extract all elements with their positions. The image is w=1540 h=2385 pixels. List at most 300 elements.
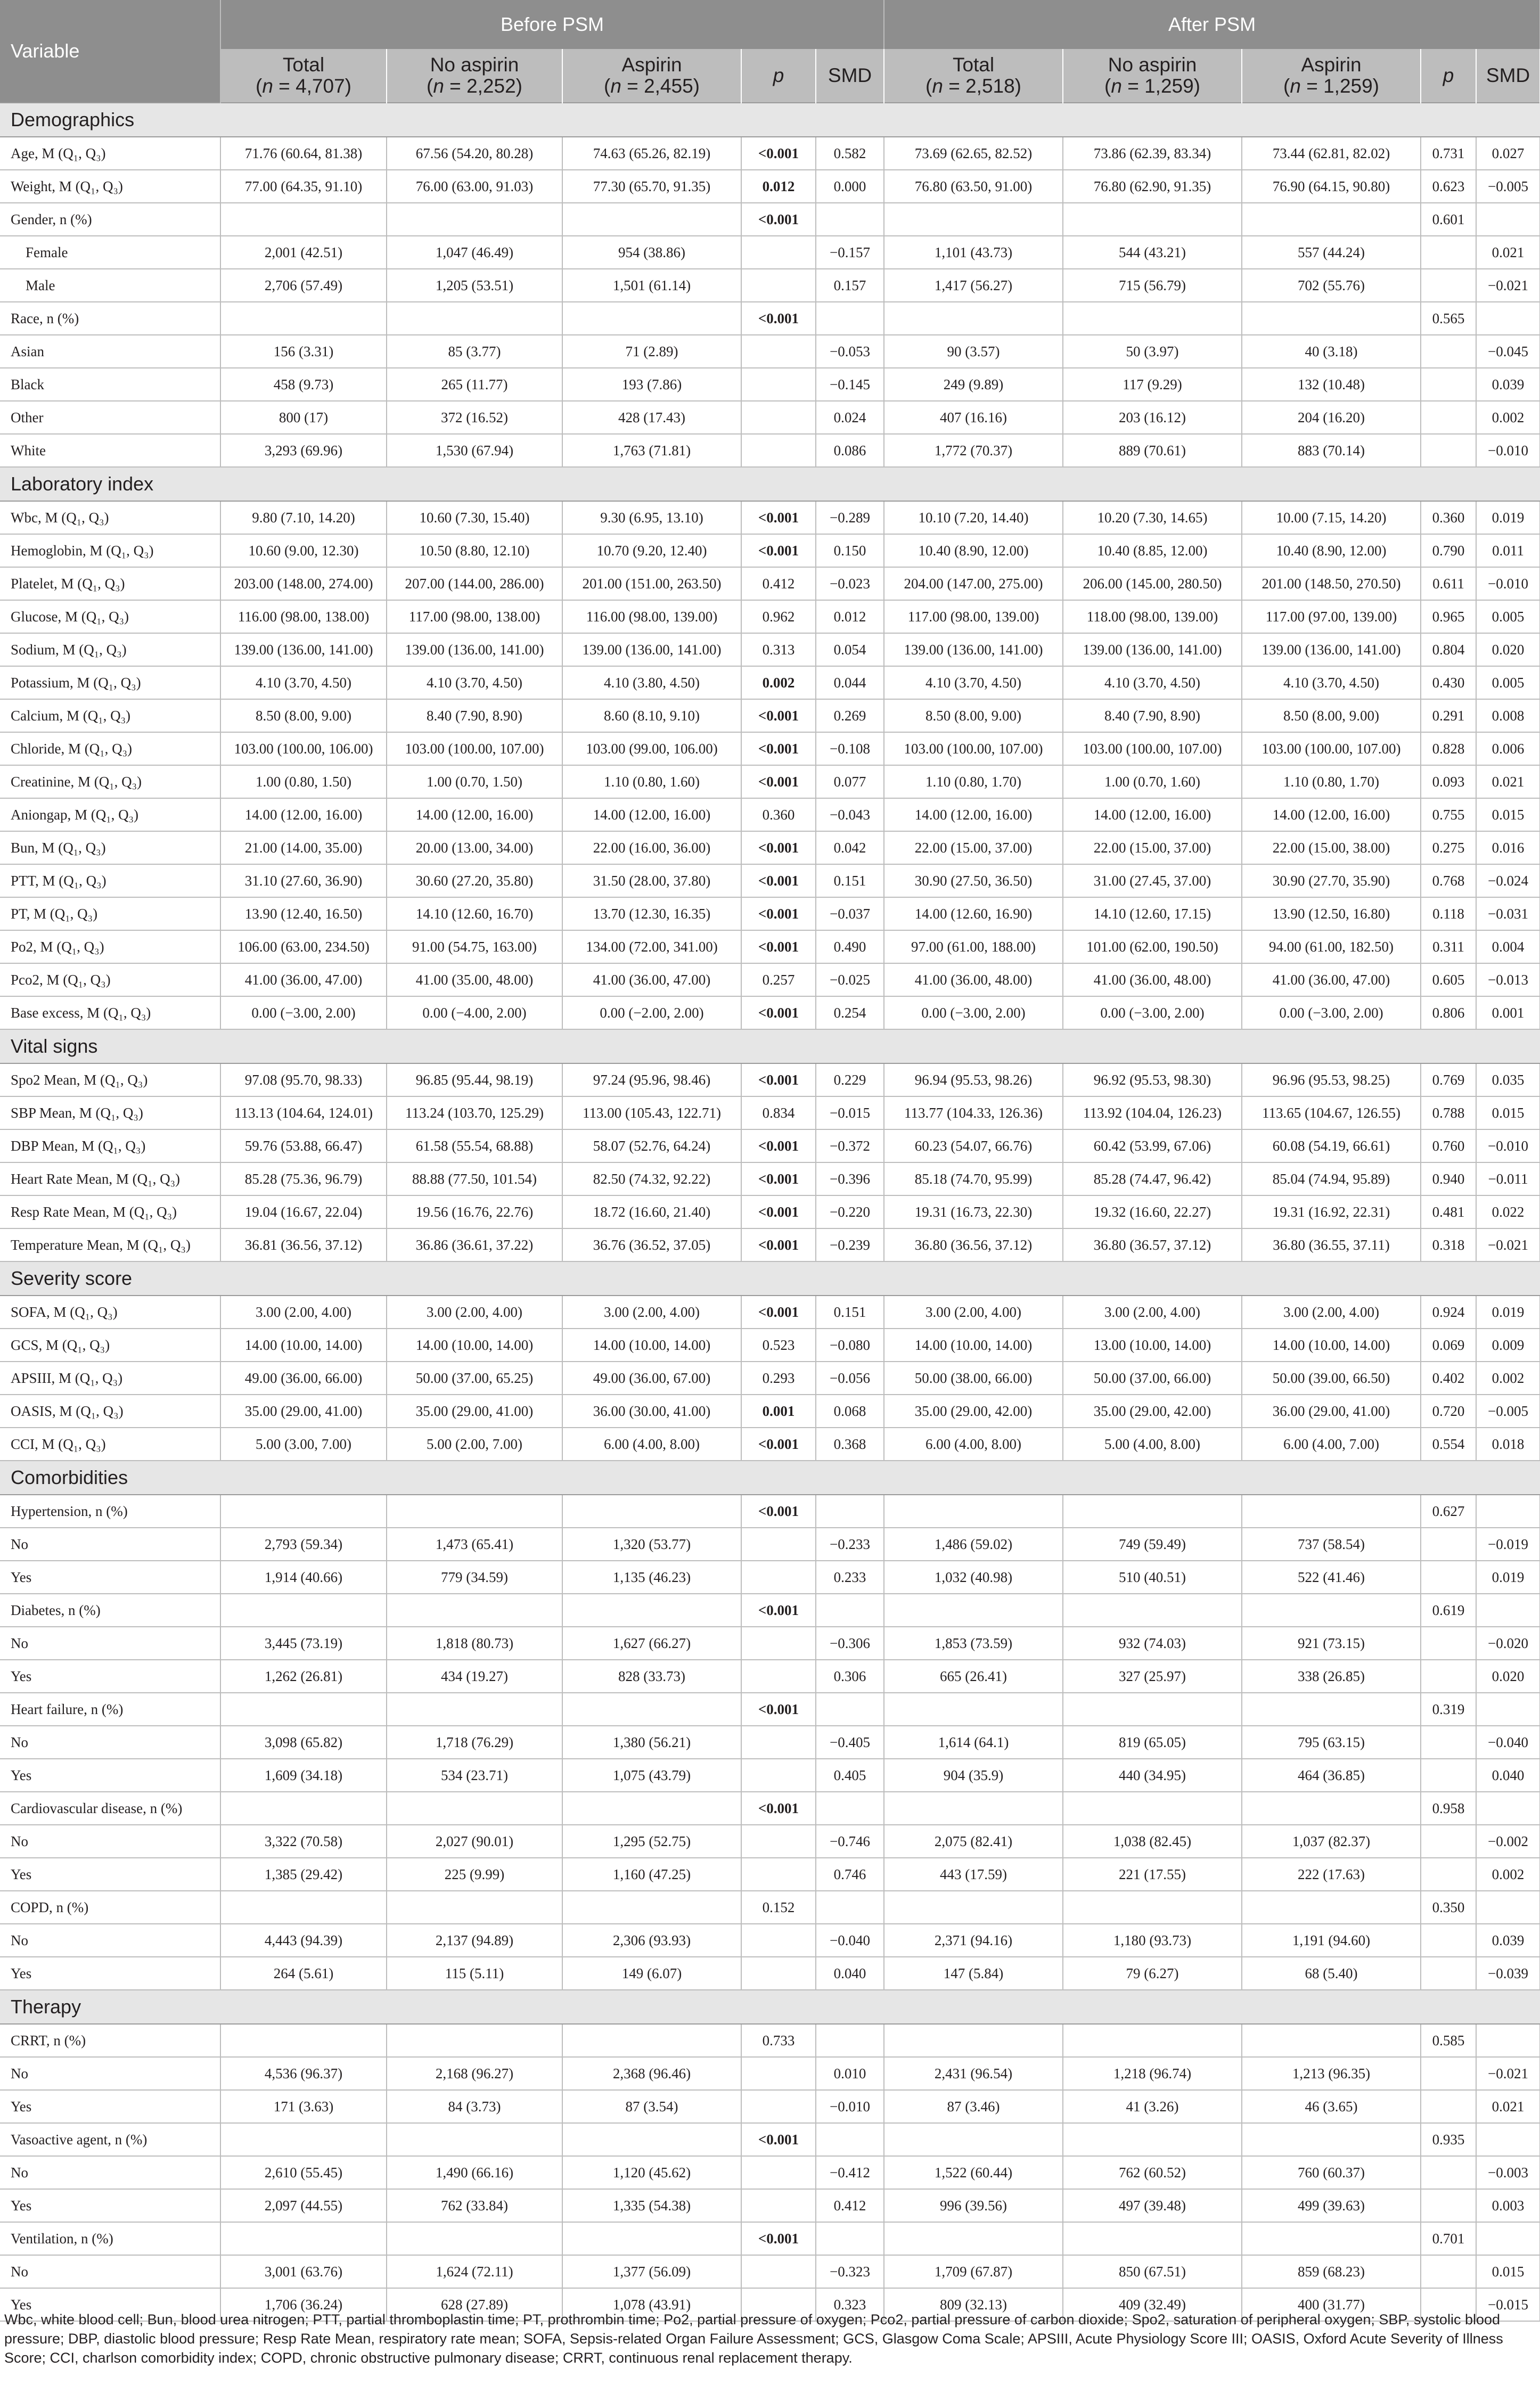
value-cell: 85.28 (75.36, 96.79)	[220, 1162, 387, 1195]
table-row	[0, 963, 1540, 996]
smd-cell: 0.040	[816, 1957, 884, 1990]
row-label: Asian	[0, 335, 220, 368]
p-value-cell	[741, 1924, 816, 1957]
value-cell: 206.00 (145.00, 280.50)	[1063, 567, 1242, 600]
row-label: Yes	[0, 1957, 220, 1990]
value-cell: 3,293 (69.96)	[220, 434, 387, 467]
smd-cell: −0.037	[816, 897, 884, 930]
value-cell: 14.00 (12.00, 16.00)	[884, 798, 1063, 831]
p-value-cell	[1421, 1825, 1476, 1858]
value-cell: 132 (10.48)	[1242, 368, 1421, 401]
value-cell: 117.00 (98.00, 139.00)	[884, 600, 1063, 633]
p-value-cell	[1421, 1924, 1476, 1957]
value-cell: 139.00 (136.00, 141.00)	[1063, 633, 1242, 666]
value-cell	[387, 1594, 562, 1627]
p-value-cell: 0.769	[1421, 1063, 1476, 1096]
table-row	[0, 236, 1540, 269]
p-value-cell	[741, 1561, 816, 1594]
table-footnote: Wbc, white blood cell; Bun, blood urea nitrogen; PTT, partial thromboplastin time; PT, prothrombin time; Po2, partial pressure of oxygen; Pco2, partial pressure of carbon dioxide; Spo2, saturation of peripheral oxygen; SBP, systolic blood pressure; DBP, diastolic blood pressure; Resp Rate Mean, respiratory rate mean; SOFA, Sepsis-related Organ Failure Assessment; GCS, Glasgow Coma Scale; APSIII, Acute Physiology Score III; OASIS, Oxford Acute Severity of Illness Score; CCI, charlson comorbidity index; COPD, chronic obstructive pulmonary disease; CRRT, continuous renal replacement therapy.	[4, 2312, 1503, 2366]
p-value-cell: 0.012	[741, 170, 816, 203]
value-cell: 265 (11.77)	[387, 368, 562, 401]
p-value-cell: <0.001	[741, 203, 816, 236]
row-label: Bun, M (Q₁, Q₃)	[0, 831, 220, 864]
table-row	[0, 401, 1540, 434]
value-cell: 46 (3.65)	[1242, 2090, 1421, 2123]
table-row	[0, 897, 1540, 930]
value-cell	[884, 2024, 1063, 2057]
table-row	[0, 765, 1540, 798]
value-cell: 49.00 (36.00, 67.00)	[562, 1362, 741, 1395]
smd-cell: −0.233	[816, 1528, 884, 1561]
p-value-cell: <0.001	[741, 137, 816, 170]
table-row	[0, 335, 1540, 368]
p-value-cell	[741, 335, 816, 368]
row-label: Glucose, M (Q₁, Q₃)	[0, 600, 220, 633]
smd-cell: 0.306	[816, 1660, 884, 1693]
p-value-cell: 0.118	[1421, 897, 1476, 930]
row-label: SBP Mean, M (Q₁, Q₃)	[0, 1096, 220, 1129]
p-value-cell: 0.523	[741, 1329, 816, 1362]
value-cell: 4.10 (3.70, 4.50)	[884, 666, 1063, 699]
value-cell: 10.20 (7.30, 14.65)	[1063, 501, 1242, 534]
p-value-cell: 0.430	[1421, 666, 1476, 699]
value-cell: 68 (5.40)	[1242, 1957, 1421, 1990]
row-label: Temperature Mean, M (Q₁, Q₃)	[0, 1228, 220, 1261]
value-cell: 149 (6.07)	[562, 1957, 741, 1990]
p-value-cell: <0.001	[741, 996, 816, 1029]
value-cell: 19.56 (16.76, 22.76)	[387, 1195, 562, 1228]
value-cell	[1063, 1693, 1242, 1726]
value-cell: 760 (60.37)	[1242, 2156, 1421, 2189]
value-cell: 828 (33.73)	[562, 1660, 741, 1693]
row-label: Hypertension, n (%)	[0, 1495, 220, 1528]
value-cell: 106.00 (63.00, 234.50)	[220, 930, 387, 963]
value-cell: 3.00 (2.00, 4.00)	[220, 1296, 387, 1329]
smd-cell: 0.151	[816, 864, 884, 897]
value-cell: 1,763 (71.81)	[562, 434, 741, 467]
value-cell	[387, 1693, 562, 1726]
value-cell: 737 (58.54)	[1242, 1528, 1421, 1561]
row-label: White	[0, 434, 220, 467]
row-label: COPD, n (%)	[0, 1891, 220, 1924]
p-value-cell	[741, 269, 816, 302]
value-cell: 171 (3.63)	[220, 2090, 387, 2123]
value-cell: 113.24 (103.70, 125.29)	[387, 1096, 562, 1129]
value-cell	[387, 1792, 562, 1825]
value-cell: 338 (26.85)	[1242, 1660, 1421, 1693]
value-cell: 58.07 (52.76, 64.24)	[562, 1129, 741, 1162]
p-value-cell: <0.001	[741, 1195, 816, 1228]
table-row	[0, 699, 1540, 732]
smd-cell: −0.145	[816, 368, 884, 401]
value-cell: 36.76 (36.52, 37.05)	[562, 1228, 741, 1261]
value-cell: 50 (3.97)	[1063, 335, 1242, 368]
value-cell	[220, 1495, 387, 1528]
table-row	[0, 2057, 1540, 2090]
p-value-cell: 0.554	[1421, 1428, 1476, 1461]
smd-cell	[816, 302, 884, 335]
after-psm-header: After PSM	[884, 0, 1540, 49]
table-row	[0, 798, 1540, 831]
p-value-cell: 0.319	[1421, 1693, 1476, 1726]
row-label: Po2, M (Q₁, Q₃)	[0, 930, 220, 963]
smd-cell: −0.015	[1476, 2288, 1540, 2321]
value-cell: 116.00 (98.00, 138.00)	[220, 600, 387, 633]
value-cell: 84 (3.73)	[387, 2090, 562, 2123]
row-label: No	[0, 1924, 220, 1957]
value-cell: 30.90 (27.50, 36.50)	[884, 864, 1063, 897]
value-cell: 921 (73.15)	[1242, 1627, 1421, 1660]
section-label: Severity score	[0, 1261, 1540, 1296]
smd-cell: 0.005	[1476, 666, 1540, 699]
value-cell	[884, 2123, 1063, 2156]
value-cell: 6.00 (4.00, 8.00)	[562, 1428, 741, 1461]
smd-cell: 0.233	[816, 1561, 884, 1594]
value-cell: 50.00 (37.00, 66.00)	[1063, 1362, 1242, 1395]
value-cell: 1,218 (96.74)	[1063, 2057, 1242, 2090]
p-value-cell: <0.001	[741, 1594, 816, 1627]
value-cell: 0.00 (−4.00, 2.00)	[387, 996, 562, 1029]
table-row	[0, 1792, 1540, 1825]
value-cell: 139.00 (136.00, 141.00)	[562, 633, 741, 666]
value-cell: 88.88 (77.50, 101.54)	[387, 1162, 562, 1195]
value-cell: 113.65 (104.67, 126.55)	[1242, 1096, 1421, 1129]
value-cell	[1242, 302, 1421, 335]
variable-header: Variable	[0, 0, 220, 103]
table-row	[0, 567, 1540, 600]
value-cell	[1242, 1495, 1421, 1528]
value-cell: 10.40 (8.90, 12.00)	[1242, 534, 1421, 567]
row-label: CCI, M (Q₁, Q₃)	[0, 1428, 220, 1461]
smd-cell: 0.015	[1476, 798, 1540, 831]
value-cell: 118.00 (98.00, 139.00)	[1063, 600, 1242, 633]
table-row	[0, 269, 1540, 302]
smd-cell: 0.582	[816, 137, 884, 170]
value-cell: 13.90 (12.50, 16.80)	[1242, 897, 1421, 930]
value-cell: 2,168 (96.27)	[387, 2057, 562, 2090]
value-cell: 1,380 (56.21)	[562, 1726, 741, 1759]
p-value-cell: 0.627	[1421, 1495, 1476, 1528]
row-label: Age, M (Q₁, Q₃)	[0, 137, 220, 170]
value-cell: 225 (9.99)	[387, 1858, 562, 1891]
smd-cell: −0.056	[816, 1362, 884, 1395]
value-cell	[884, 302, 1063, 335]
value-cell: 10.40 (8.90, 12.00)	[884, 534, 1063, 567]
value-cell: 5.00 (3.00, 7.00)	[220, 1428, 387, 1461]
value-cell: 60.42 (53.99, 67.06)	[1063, 1129, 1242, 1162]
row-label: Yes	[0, 2090, 220, 2123]
table-row	[0, 368, 1540, 401]
row-label: Creatinine, M (Q₁, Q₃)	[0, 765, 220, 798]
p-value-cell: 0.940	[1421, 1162, 1476, 1195]
before-psm-header: Before PSM	[220, 0, 884, 49]
value-cell	[220, 1891, 387, 1924]
table-row	[0, 996, 1540, 1029]
value-cell: 557 (44.24)	[1242, 236, 1421, 269]
value-cell: 1,385 (29.42)	[220, 1858, 387, 1891]
p-value-cell	[741, 1759, 816, 1792]
value-cell: 14.00 (10.00, 14.00)	[1242, 1329, 1421, 1362]
value-cell	[562, 1594, 741, 1627]
smd-cell: −0.040	[816, 1924, 884, 1957]
p-value-cell	[1421, 1627, 1476, 1660]
smd-cell: −0.220	[816, 1195, 884, 1228]
table-row	[0, 1063, 1540, 1096]
value-cell: 5.00 (4.00, 8.00)	[1063, 1428, 1242, 1461]
value-cell: 41 (3.26)	[1063, 2090, 1242, 2123]
table-row	[0, 633, 1540, 666]
p-value-cell: <0.001	[741, 831, 816, 864]
value-cell	[1063, 1891, 1242, 1924]
value-cell: 1,191 (94.60)	[1242, 1924, 1421, 1957]
smd-cell: 0.077	[816, 765, 884, 798]
row-label: Spo2 Mean, M (Q₁, Q₃)	[0, 1063, 220, 1096]
p-value-cell: 0.481	[1421, 1195, 1476, 1228]
p-value-cell: 0.962	[741, 600, 816, 633]
section-label: Laboratory index	[0, 467, 1540, 501]
value-cell: 73.44 (62.81, 82.02)	[1242, 137, 1421, 170]
smd-cell: 0.001	[1476, 996, 1540, 1029]
p-value-cell	[741, 2189, 816, 2222]
value-cell: 85.04 (74.94, 95.89)	[1242, 1162, 1421, 1195]
value-cell: 2,306 (93.93)	[562, 1924, 741, 1957]
smd-cell	[816, 1693, 884, 1726]
p-value-cell: 0.565	[1421, 302, 1476, 335]
value-cell: 1,718 (76.29)	[387, 1726, 562, 1759]
smd-cell	[1476, 2024, 1540, 2057]
value-cell	[884, 203, 1063, 236]
value-cell: 22.00 (16.00, 36.00)	[562, 831, 741, 864]
value-cell: 889 (70.61)	[1063, 434, 1242, 467]
p-value-cell	[1421, 1660, 1476, 1693]
value-cell: 41.00 (36.00, 48.00)	[1063, 963, 1242, 996]
value-cell: 22.00 (15.00, 37.00)	[1063, 831, 1242, 864]
row-label: No	[0, 2156, 220, 2189]
value-cell: 5.00 (2.00, 7.00)	[387, 1428, 562, 1461]
value-cell: 76.90 (64.15, 90.80)	[1242, 170, 1421, 203]
smd-cell: 0.368	[816, 1428, 884, 1461]
value-cell: 103.00 (100.00, 107.00)	[387, 732, 562, 765]
value-cell: 749 (59.49)	[1063, 1528, 1242, 1561]
value-cell: 904 (35.9)	[884, 1759, 1063, 1792]
value-cell: 201.00 (151.00, 263.50)	[562, 567, 741, 600]
section-label: Demographics	[0, 103, 1540, 137]
p-value-cell: 0.318	[1421, 1228, 1476, 1261]
column-header: Total (n = 4,707)	[220, 49, 387, 103]
value-cell: 139.00 (136.00, 141.00)	[884, 633, 1063, 666]
p-value-cell: 0.768	[1421, 864, 1476, 897]
p-value-cell: 0.291	[1421, 699, 1476, 732]
value-cell: 1,295 (52.75)	[562, 1825, 741, 1858]
smd-cell: 0.039	[1476, 368, 1540, 401]
p-value-cell: 0.935	[1421, 2123, 1476, 2156]
value-cell: 2,075 (82.41)	[884, 1825, 1063, 1858]
value-cell: 534 (23.71)	[387, 1759, 562, 1792]
value-cell: 1.10 (0.80, 1.60)	[562, 765, 741, 798]
value-cell: 35.00 (29.00, 41.00)	[220, 1395, 387, 1428]
p-value-cell: 0.360	[1421, 501, 1476, 534]
p-value-cell: 0.720	[1421, 1395, 1476, 1428]
value-cell: 1,914 (40.66)	[220, 1561, 387, 1594]
smd-cell: 0.157	[816, 269, 884, 302]
smd-cell	[816, 1495, 884, 1528]
value-cell: 440 (34.95)	[1063, 1759, 1242, 1792]
value-cell: 434 (19.27)	[387, 1660, 562, 1693]
value-cell	[1063, 1792, 1242, 1825]
smd-cell: −0.080	[816, 1329, 884, 1362]
row-label: Potassium, M (Q₁, Q₃)	[0, 666, 220, 699]
smd-cell: −0.108	[816, 732, 884, 765]
row-label: Pco2, M (Q₁, Q₃)	[0, 963, 220, 996]
smd-cell: 0.022	[1476, 1195, 1540, 1228]
value-cell: 850 (67.51)	[1063, 2255, 1242, 2288]
value-cell: 779 (34.59)	[387, 1561, 562, 1594]
p-value-cell	[741, 2057, 816, 2090]
value-cell: 3,445 (73.19)	[220, 1627, 387, 1660]
p-value-cell: <0.001	[741, 732, 816, 765]
value-cell: 8.60 (8.10, 9.10)	[562, 699, 741, 732]
column-header: p	[1421, 49, 1476, 103]
value-cell: 79 (6.27)	[1063, 1957, 1242, 1990]
smd-cell: −0.005	[1476, 1395, 1540, 1428]
value-cell: 117.00 (97.00, 139.00)	[1242, 600, 1421, 633]
p-value-cell: <0.001	[741, 864, 816, 897]
p-value-cell: <0.001	[741, 1162, 816, 1195]
smd-cell: −0.157	[816, 236, 884, 269]
value-cell: 0.00 (−3.00, 2.00)	[220, 996, 387, 1029]
section-label: Vital signs	[0, 1029, 1540, 1063]
smd-cell: 0.019	[1476, 1296, 1540, 1329]
p-value-cell: 0.360	[741, 798, 816, 831]
value-cell: 139.00 (136.00, 141.00)	[1242, 633, 1421, 666]
table-row	[0, 1726, 1540, 1759]
smd-cell: −0.289	[816, 501, 884, 534]
value-cell: 41.00 (36.00, 47.00)	[1242, 963, 1421, 996]
table-row	[0, 831, 1540, 864]
value-cell	[387, 2222, 562, 2255]
value-cell: 1,101 (43.73)	[884, 236, 1063, 269]
value-cell: 2,027 (90.01)	[387, 1825, 562, 1858]
p-value-cell	[1421, 2189, 1476, 2222]
table-row	[0, 1096, 1540, 1129]
value-cell: 36.86 (36.61, 37.22)	[387, 1228, 562, 1261]
value-cell: 156 (3.31)	[220, 335, 387, 368]
row-label: No	[0, 1627, 220, 1660]
row-label: No	[0, 2255, 220, 2288]
value-cell: 2,431 (96.54)	[884, 2057, 1063, 2090]
row-label: Yes	[0, 2189, 220, 2222]
value-cell: 1.10 (0.80, 1.70)	[1242, 765, 1421, 798]
p-value-cell	[741, 236, 816, 269]
smd-cell: 0.323	[816, 2288, 884, 2321]
value-cell: 954 (38.86)	[562, 236, 741, 269]
row-label: Gender, n (%)	[0, 203, 220, 236]
value-cell: 762 (60.52)	[1063, 2156, 1242, 2189]
value-cell: 73.69 (62.65, 82.52)	[884, 137, 1063, 170]
value-cell: 0.00 (−2.00, 2.00)	[562, 996, 741, 1029]
value-cell: 14.00 (12.00, 16.00)	[220, 798, 387, 831]
value-cell: 96.94 (95.53, 98.26)	[884, 1063, 1063, 1096]
value-cell: 4,443 (94.39)	[220, 1924, 387, 1957]
value-cell	[1063, 1495, 1242, 1528]
value-cell	[562, 302, 741, 335]
row-label: Sodium, M (Q₁, Q₃)	[0, 633, 220, 666]
p-value-cell: <0.001	[741, 2123, 816, 2156]
value-cell: 97.08 (95.70, 98.33)	[220, 1063, 387, 1096]
smd-cell: 0.015	[1476, 2255, 1540, 2288]
table-row	[0, 1329, 1540, 1362]
smd-cell	[1476, 1891, 1540, 1924]
value-cell: 73.86 (62.39, 83.34)	[1063, 137, 1242, 170]
smd-cell: −0.396	[816, 1162, 884, 1195]
p-value-cell	[741, 1726, 816, 1759]
smd-cell: 0.021	[1476, 2090, 1540, 2123]
value-cell: 1,522 (60.44)	[884, 2156, 1063, 2189]
smd-cell: −0.021	[1476, 2057, 1540, 2090]
value-cell: 14.00 (12.00, 16.00)	[1242, 798, 1421, 831]
value-cell: 8.50 (8.00, 9.00)	[1242, 699, 1421, 732]
smd-cell: 0.002	[1476, 401, 1540, 434]
value-cell: 96.92 (95.53, 98.30)	[1063, 1063, 1242, 1096]
p-value-cell: 0.275	[1421, 831, 1476, 864]
smd-cell: −0.405	[816, 1726, 884, 1759]
table-row	[0, 2189, 1540, 2222]
value-cell: 1,818 (80.73)	[387, 1627, 562, 1660]
value-cell: 76.00 (63.00, 91.03)	[387, 170, 562, 203]
smd-cell: −0.412	[816, 2156, 884, 2189]
value-cell: 3.00 (2.00, 4.00)	[562, 1296, 741, 1329]
p-value-cell	[1421, 1957, 1476, 1990]
value-cell: 6.00 (4.00, 8.00)	[884, 1428, 1063, 1461]
p-value-cell	[741, 368, 816, 401]
value-cell: 400 (31.77)	[1242, 2288, 1421, 2321]
value-cell	[562, 2024, 741, 2057]
value-cell	[562, 2222, 741, 2255]
row-label: PTT, M (Q₁, Q₃)	[0, 864, 220, 897]
p-value-cell: <0.001	[741, 534, 816, 567]
value-cell: 464 (36.85)	[1242, 1759, 1421, 1792]
table-row	[0, 2024, 1540, 2057]
value-cell: 1.00 (0.80, 1.50)	[220, 765, 387, 798]
value-cell: 87 (3.54)	[562, 2090, 741, 2123]
smd-cell: −0.013	[1476, 963, 1540, 996]
p-value-cell	[741, 2090, 816, 2123]
value-cell	[220, 203, 387, 236]
value-cell: 3,098 (65.82)	[220, 1726, 387, 1759]
smd-cell: −0.031	[1476, 897, 1540, 930]
table-row	[0, 666, 1540, 699]
value-cell: 8.50 (8.00, 9.00)	[220, 699, 387, 732]
value-cell: 1,032 (40.98)	[884, 1561, 1063, 1594]
table-row	[0, 930, 1540, 963]
value-cell	[562, 1693, 741, 1726]
row-label: SOFA, M (Q₁, Q₃)	[0, 1296, 220, 1329]
p-value-cell	[741, 1825, 816, 1858]
row-label: Male	[0, 269, 220, 302]
smd-cell	[816, 1891, 884, 1924]
value-cell	[387, 203, 562, 236]
value-cell: 0.00 (−3.00, 2.00)	[1063, 996, 1242, 1029]
smd-cell: −0.015	[816, 1096, 884, 1129]
value-cell: 2,097 (44.55)	[220, 2189, 387, 2222]
row-label: Wbc, M (Q₁, Q₃)	[0, 501, 220, 534]
value-cell: 40 (3.18)	[1242, 335, 1421, 368]
value-cell: 14.00 (12.60, 16.90)	[884, 897, 1063, 930]
smd-cell: 0.020	[1476, 633, 1540, 666]
smd-cell	[1476, 302, 1540, 335]
value-cell	[1242, 1792, 1421, 1825]
value-cell: 2,706 (57.49)	[220, 269, 387, 302]
